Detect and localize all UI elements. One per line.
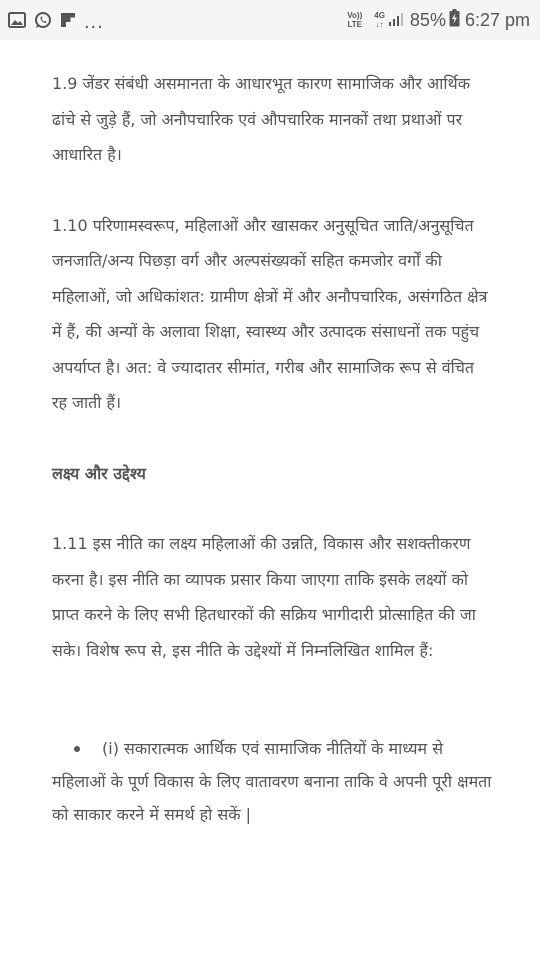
image-icon bbox=[8, 12, 26, 28]
paragraph-1-10: 1.10 परिणामस्वरूप, महिलाओं और खासकर अनुसूचित जाति/अनुसूचित जनजाति/अन्य पिछड़ा वर्ग और अल्पसंख्यकों सहित कमजोर वर्गों की महिलाओं, जो अधिकांशत: ग्रामीण क्षेत्रों में और अनौपचारिक, असंगठित क्षेत्र में हैं, की अन्यों के अलावा शिक्षा, स्वास्थ्य और उत्पादक संसाधनों तक पहुंच अपर्याप्त है। अत: वे ज्यादातर सीमांत, गरीब और सामाजिक रूप से वंचित रह जाती हैं। bbox=[52, 215, 488, 412]
battery-charging-icon bbox=[449, 9, 460, 31]
signal-strength-icon bbox=[388, 11, 404, 30]
network-type-label: 4G bbox=[374, 11, 385, 20]
list-item-text: (i) सकारात्मक आर्थिक एवं सामाजिक नीतियों के माध्यम से महिलाओं के पूर्ण विकास के लिए वातावरण बनाना ताकि वे अपनी पूरी क्षमता को साकार करने में समर्थ हो सकें | bbox=[52, 739, 492, 824]
network-type-indicator bbox=[374, 11, 385, 29]
data-activity-arrows: ↓↑ bbox=[375, 20, 384, 29]
status-bar-system bbox=[347, 9, 530, 31]
battery-percent: 85% bbox=[409, 9, 446, 30]
volte-label: Vo)) bbox=[347, 11, 363, 20]
status-bar bbox=[0, 0, 540, 40]
status-bar-notifications bbox=[8, 8, 104, 32]
flipboard-icon bbox=[60, 12, 76, 28]
paragraph-1-11: 1.11 इस नीति का लक्ष्य महिलाओं की उन्नति, विकास और सशक्तीकरण करना है। इस नीति का व्यापक प्रसार किया जाएगा ताकि इसके लक्ष्यों को प्राप्त करने के लिए सभी हितधारकों की सक्रिय भागीदारी प्रोत्साहित की जा सके। विशेष रूप से, इस नीति के उद्देश्यों में निम्नलिखित शामिल हैं: bbox=[52, 534, 476, 660]
whatsapp-icon bbox=[34, 11, 52, 29]
objectives-list bbox=[52, 732, 492, 831]
paragraph-1-9: 1.9 जेंडर संबंधी असमानता के आधारभूत कारण सामाजिक और आर्थिक ढांचे से जुड़े हैं, जो अनौपचारिक एवं औपचारिक मानकों तथा प्रथाओं पर आधारित है। bbox=[52, 74, 471, 164]
more-notifications: ... bbox=[84, 11, 104, 33]
section-heading: लक्ष्य और उद्देश्य bbox=[52, 463, 146, 483]
clock: 6:27 pm bbox=[464, 9, 530, 30]
volte-indicator bbox=[347, 11, 362, 29]
article-content bbox=[52, 66, 492, 831]
lte-label: LTE bbox=[347, 20, 363, 29]
bullet-icon bbox=[74, 746, 80, 752]
list-item bbox=[52, 732, 492, 831]
